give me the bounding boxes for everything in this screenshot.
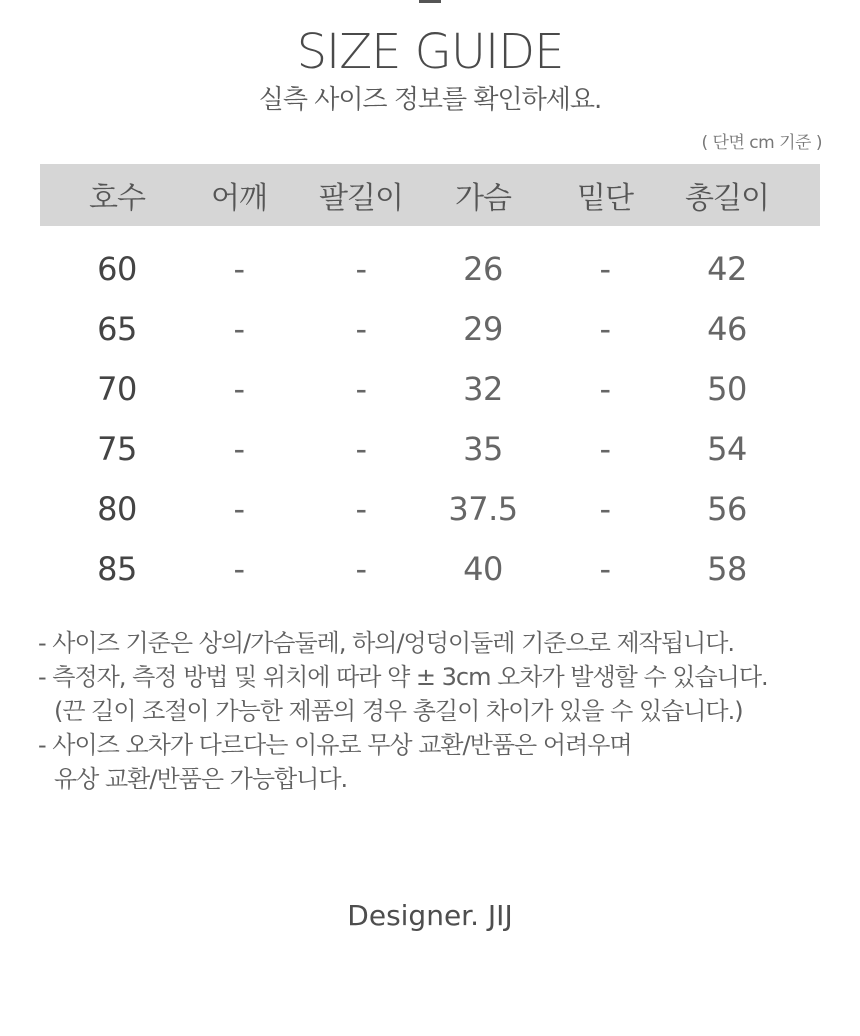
cell-shoulder: - <box>233 430 245 468</box>
cell-hem: - <box>599 370 611 408</box>
table-row <box>40 359 820 419</box>
header-chest: 가슴 <box>455 181 511 216</box>
size-table <box>40 164 820 599</box>
table-row <box>40 479 820 539</box>
cell-total-length: 58 <box>707 550 747 588</box>
cell-chest: 26 <box>463 250 503 288</box>
header-size: 호수 <box>89 181 145 216</box>
header-sleeve: 팔길이 <box>319 181 403 216</box>
header-shoulder: 어깨 <box>211 181 267 216</box>
table-row <box>40 539 820 599</box>
header-hem: 밑단 <box>577 181 633 216</box>
cell-size: 60 <box>97 250 137 288</box>
cell-sleeve: - <box>355 370 367 408</box>
cell-sleeve: - <box>355 310 367 348</box>
cell-sleeve: - <box>355 490 367 528</box>
note-strap-length: (끈 길이 조절이 가능한 제품의 경우 총길이 차이가 있을 수 있습니다.) <box>54 697 743 725</box>
note-exchange-policy: - 사이즈 오차가 다르다는 이유로 무상 교환/반품은 어려우며 <box>38 731 632 759</box>
cell-chest: 35 <box>463 430 503 468</box>
cell-hem: - <box>599 310 611 348</box>
cell-total-length: 50 <box>707 370 747 408</box>
table-row <box>40 299 820 359</box>
note-size-basis: - 사이즈 기준은 상의/가슴둘레, 하의/엉덩이둘레 기준으로 제작됩니다. <box>38 629 735 657</box>
cell-size: 70 <box>97 370 137 408</box>
cell-shoulder: - <box>233 490 245 528</box>
cell-shoulder: - <box>233 250 245 288</box>
cell-chest: 40 <box>463 550 503 588</box>
cell-shoulder: - <box>233 550 245 588</box>
header-total-length: 총길이 <box>685 181 769 216</box>
note-measurement-tolerance: - 측정자, 측정 방법 및 위치에 따라 약 ± 3cm 오차가 발생할 수 있습니다. <box>38 663 768 691</box>
table-body <box>40 226 820 599</box>
table-row <box>40 419 820 479</box>
cell-sleeve: - <box>355 430 367 468</box>
cell-hem: - <box>599 250 611 288</box>
cell-chest: 29 <box>463 310 503 348</box>
unit-note: ( 단면 cm 기준 ) <box>701 133 822 153</box>
cell-hem: - <box>599 550 611 588</box>
cell-size: 80 <box>97 490 137 528</box>
cell-hem: - <box>599 430 611 468</box>
cell-total-length: 42 <box>707 250 747 288</box>
page-subtitle: 실측 사이즈 정보를 확인하세요. <box>258 85 602 115</box>
table-row <box>40 239 820 299</box>
table-header-row <box>40 164 820 226</box>
cell-total-length: 46 <box>707 310 747 348</box>
cell-chest: 32 <box>463 370 503 408</box>
cell-total-length: 56 <box>707 490 747 528</box>
cell-sleeve: - <box>355 250 367 288</box>
cell-chest: 37.5 <box>448 490 518 528</box>
note-exchange-paid: 유상 교환/반품은 가능합니다. <box>54 765 348 793</box>
cell-hem: - <box>599 490 611 528</box>
cell-size: 85 <box>97 550 137 588</box>
cell-sleeve: - <box>355 550 367 588</box>
cell-total-length: 54 <box>707 430 747 468</box>
designer-credit: Designer. JIJ <box>347 899 513 932</box>
top-divider-mark <box>419 0 441 3</box>
cell-size: 65 <box>97 310 137 348</box>
page-title: SIZE GUIDE <box>296 24 564 80</box>
cell-shoulder: - <box>233 370 245 408</box>
cell-size: 75 <box>97 430 137 468</box>
size-notes <box>38 626 838 796</box>
cell-shoulder: - <box>233 310 245 348</box>
